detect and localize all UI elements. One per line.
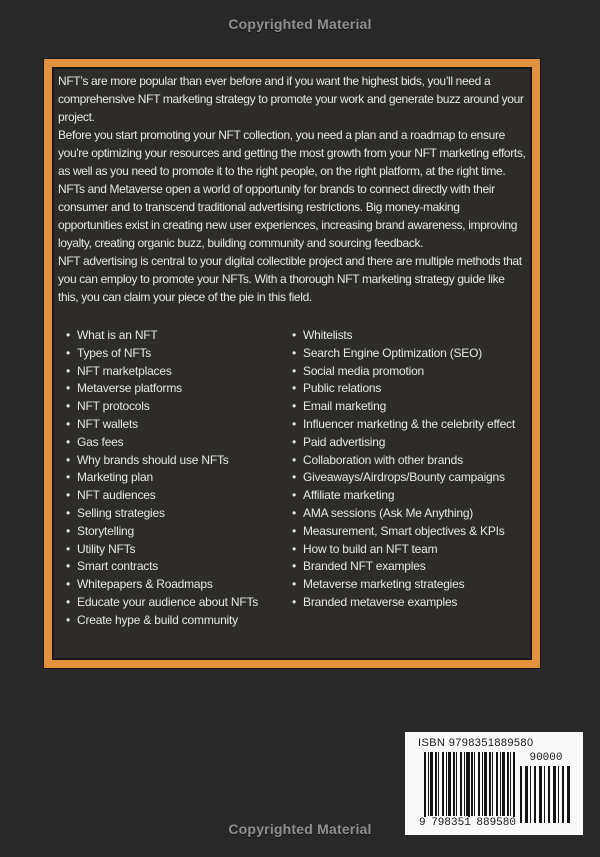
topics-lists	[58, 327, 526, 630]
list-item: • Branded metaverse examples	[292, 594, 526, 612]
copyright-banner-top: Copyrighted Material	[228, 16, 372, 32]
list-item: • Paid advertising	[292, 434, 526, 452]
list-item: • Smart contracts	[66, 558, 292, 576]
list-item: • Influencer marketing & the celebrity effect	[292, 416, 526, 434]
addon-price-code: 90000	[529, 752, 563, 764]
addon-barcode-bars	[520, 766, 572, 823]
list-item: • Utility NFTs	[66, 541, 292, 559]
list-item: • Email marketing	[292, 398, 526, 416]
list-item: • Giveaways/Airdrops/Bounty campaigns	[292, 469, 526, 487]
list-item: • Whitelists	[292, 327, 526, 345]
topics-column-left	[58, 327, 292, 630]
list-item: • Branded NFT examples	[292, 558, 526, 576]
ean-digit-group: 889580	[476, 817, 516, 829]
list-item: • Types of NFTs	[66, 345, 292, 363]
list-item: • NFT marketplaces	[66, 363, 292, 381]
list-item: • Public relations	[292, 380, 526, 398]
list-item: • AMA sessions (Ask Me Anything)	[292, 505, 526, 523]
list-item: • How to build an NFT team	[292, 541, 526, 559]
copyright-banner-bottom: Copyrighted Material	[228, 821, 372, 837]
description-paragraph: Before you start promoting your NFT collection, you need a plan and a roadmap to ensure you're optimizing your resources and getting the most growth from your NFT marketing efforts, as well as you need to promote it to the right people, on the right platform, at the right time.	[58, 128, 526, 178]
description-paragraph: NFT advertising is central to your digital collectible project and there are multiple methods that you can employ to promote your NFTs. With a thorough NFT marketing strategy guide like this, you can claim your piece of the pie in this field.	[58, 254, 522, 304]
list-item: • Why brands should use NFTs	[66, 452, 292, 470]
list-item: • Measurement, Smart objectives & KPIs	[292, 523, 526, 541]
list-item: • Marketing plan	[66, 469, 292, 487]
list-item: • Gas fees	[66, 434, 292, 452]
description-paragraph: NFTs and Metaverse open a world of opportunity for brands to connect directly with their consumer and to transcend traditional advertising restrictions. Big money-making opportunities exist in creating new user experiences, increasing brand awareness, improving loyalty, creating organic buzz, building community and sourcing feedback.	[58, 182, 518, 250]
ean-digit-left: 9	[419, 817, 426, 829]
list-item: • Selling strategies	[66, 505, 292, 523]
list-item: • Search Engine Optimization (SEO)	[292, 345, 526, 363]
list-item: • Storytelling	[66, 523, 292, 541]
list-item: • Collaboration with other brands	[292, 452, 526, 470]
list-item: • Affiliate marketing	[292, 487, 526, 505]
topics-column-right	[292, 327, 526, 630]
description-text	[58, 72, 526, 306]
list-item: • NFT wallets	[66, 416, 292, 434]
list-item: • Whitepapers & Roadmaps	[66, 576, 292, 594]
list-item: • NFT audiences	[66, 487, 292, 505]
isbn-number: ISBN 9798351889580	[418, 737, 534, 749]
list-item: • Metaverse platforms	[66, 380, 292, 398]
ean-digit-group: 798351	[431, 817, 471, 829]
list-item: • Metaverse marketing strategies	[292, 576, 526, 594]
list-item: • NFT protocols	[66, 398, 292, 416]
description-paragraph: NFT’s are more popular than ever before and if you want the highest bids, you’ll need a comprehensive NFT marketing strategy to promote your work and generate buzz around your project.	[58, 74, 524, 124]
list-item: • Social media promotion	[292, 363, 526, 381]
isbn-barcode-box	[405, 732, 583, 835]
ean-barcode	[418, 752, 517, 830]
addon-barcode	[520, 752, 572, 830]
description-panel	[44, 59, 540, 668]
list-item: • What is an NFT	[66, 327, 292, 345]
list-item: • Create hype & build community	[66, 612, 292, 630]
list-item: • Educate your audience about NFTs	[66, 594, 292, 612]
